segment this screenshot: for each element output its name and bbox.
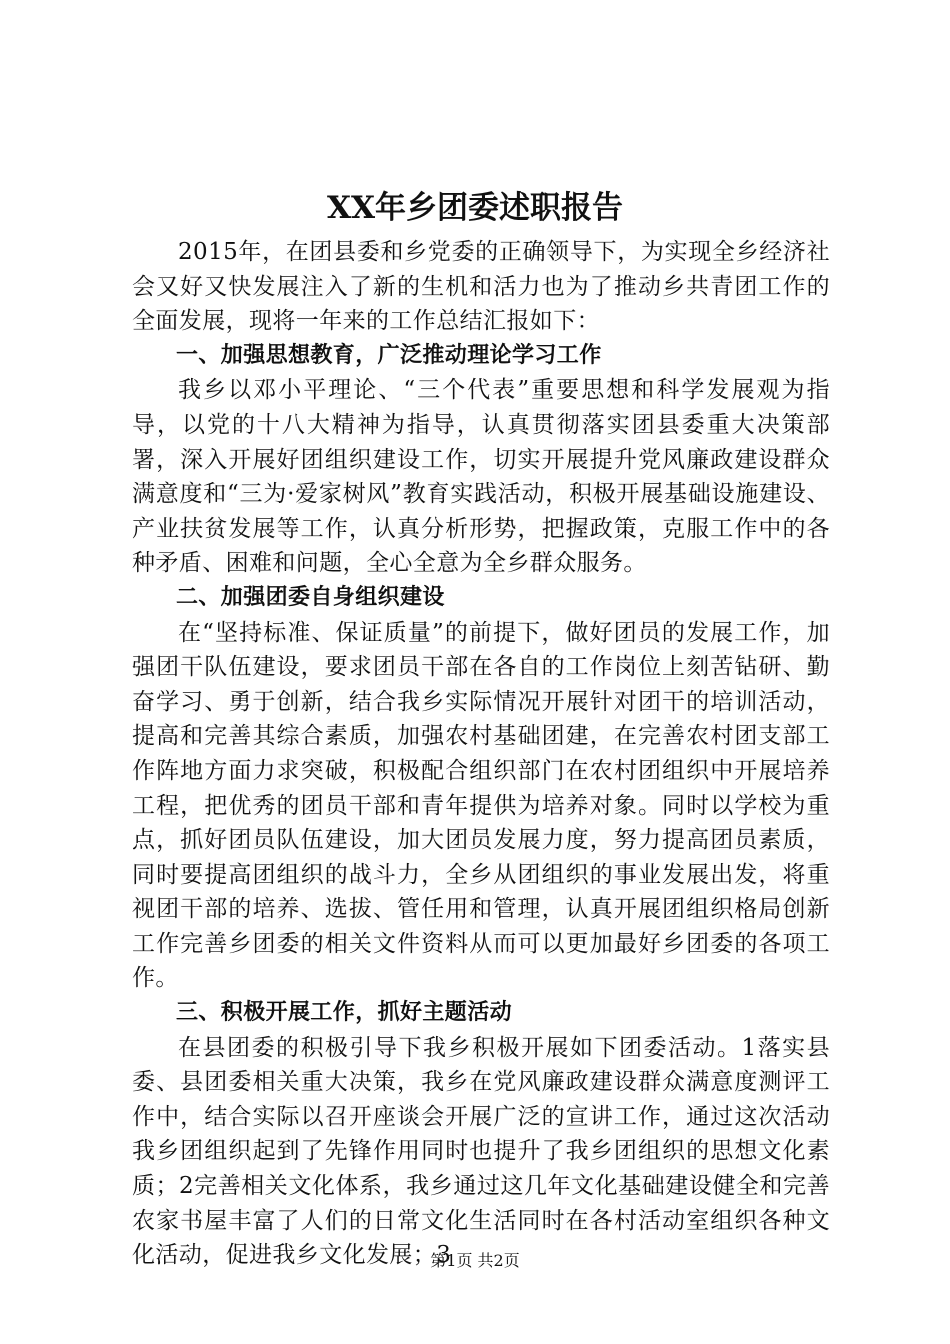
document-title: XX年乡团委述职报告 — [326, 190, 624, 226]
section-3-heading: 三、积极开展工作，抓好主题活动 — [176, 1000, 513, 1026]
intro-paragraph: 2015年，在团县委和乡党委的正确领导下，为实现全乡经济社会又好又快发展注入了新的生机和活力也为了推动乡共青团工作的全面发展，现将一年来的工作总结汇报如下： — [132, 239, 830, 335]
section-3-body: 在县团委的积极引导下我乡积极开展如下团委活动。1落实县委、县团委相关重大决策，我乡在党风廉政建设群众满意度测评工作中，结合实际以召开座谈会开展广泛的宣讲工作，通过这次活动我乡团组织起到了先锋作用同时也提升了我乡团组织的思想文化素质；2完善相关文化体系，我乡通过这几年文化基础建设健全和完善农家书屋丰富了人们的日常文化生活同时在各村活动室组织各种文化活动，促进我乡文化发展；3 — [132, 1034, 830, 1269]
section-2-body: 在“坚持标准、保证质量”的前提下，做好团员的发展工作，加强团干队伍建设，要求团员干部在各自的工作岗位上刻苦钻研、勤奋学习、勇于创新，结合我乡实际情况开展针对团干的培训活动，提高和完善其综合素质，加强农村基础团建，在完善农村团支部工作阵地方面力求突破，积极配合组织部门在农村团组织中开展培养工程，把优秀的团员干部和青年提供为培养对象。同时以学校为重点，抓好团员队伍建设，加大团员发展力度，努力提高团员素质，同时要提高团组织的战斗力，全乡从团组织的事业发展出发，将重视团干部的培养、选拔、管任用和管理，认真开展团组织格局创新工作完善乡团委的相关文件资料从而可以更加最好乡团委的各项工作。 — [132, 619, 830, 992]
section-1-heading: 一、加强思想教育，广泛推动理论学习工作 — [176, 342, 602, 368]
section-2-heading: 二、加强团委自身组织建设 — [176, 584, 445, 610]
page-number-footer: 第1页 共2页 — [430, 1251, 520, 1270]
section-1-body: 我乡以邓小平理论、“三个代表”重要思想和科学发展观为指导，以党的十八大精神为指导，认真贯彻落实团县委重大决策部署，深入开展好团组织建设工作，切实开展提升党风廉政建设群众满意度和“三为·爱家树风”教育实践活动，积极开展基础设施建设、产业扶贫发展等工作，认真分析形势，把握政策，克服工作中的各种矛盾、困难和问题，全心全意为全乡群众服务。 — [132, 377, 830, 577]
document-body — [132, 235, 830, 1273]
